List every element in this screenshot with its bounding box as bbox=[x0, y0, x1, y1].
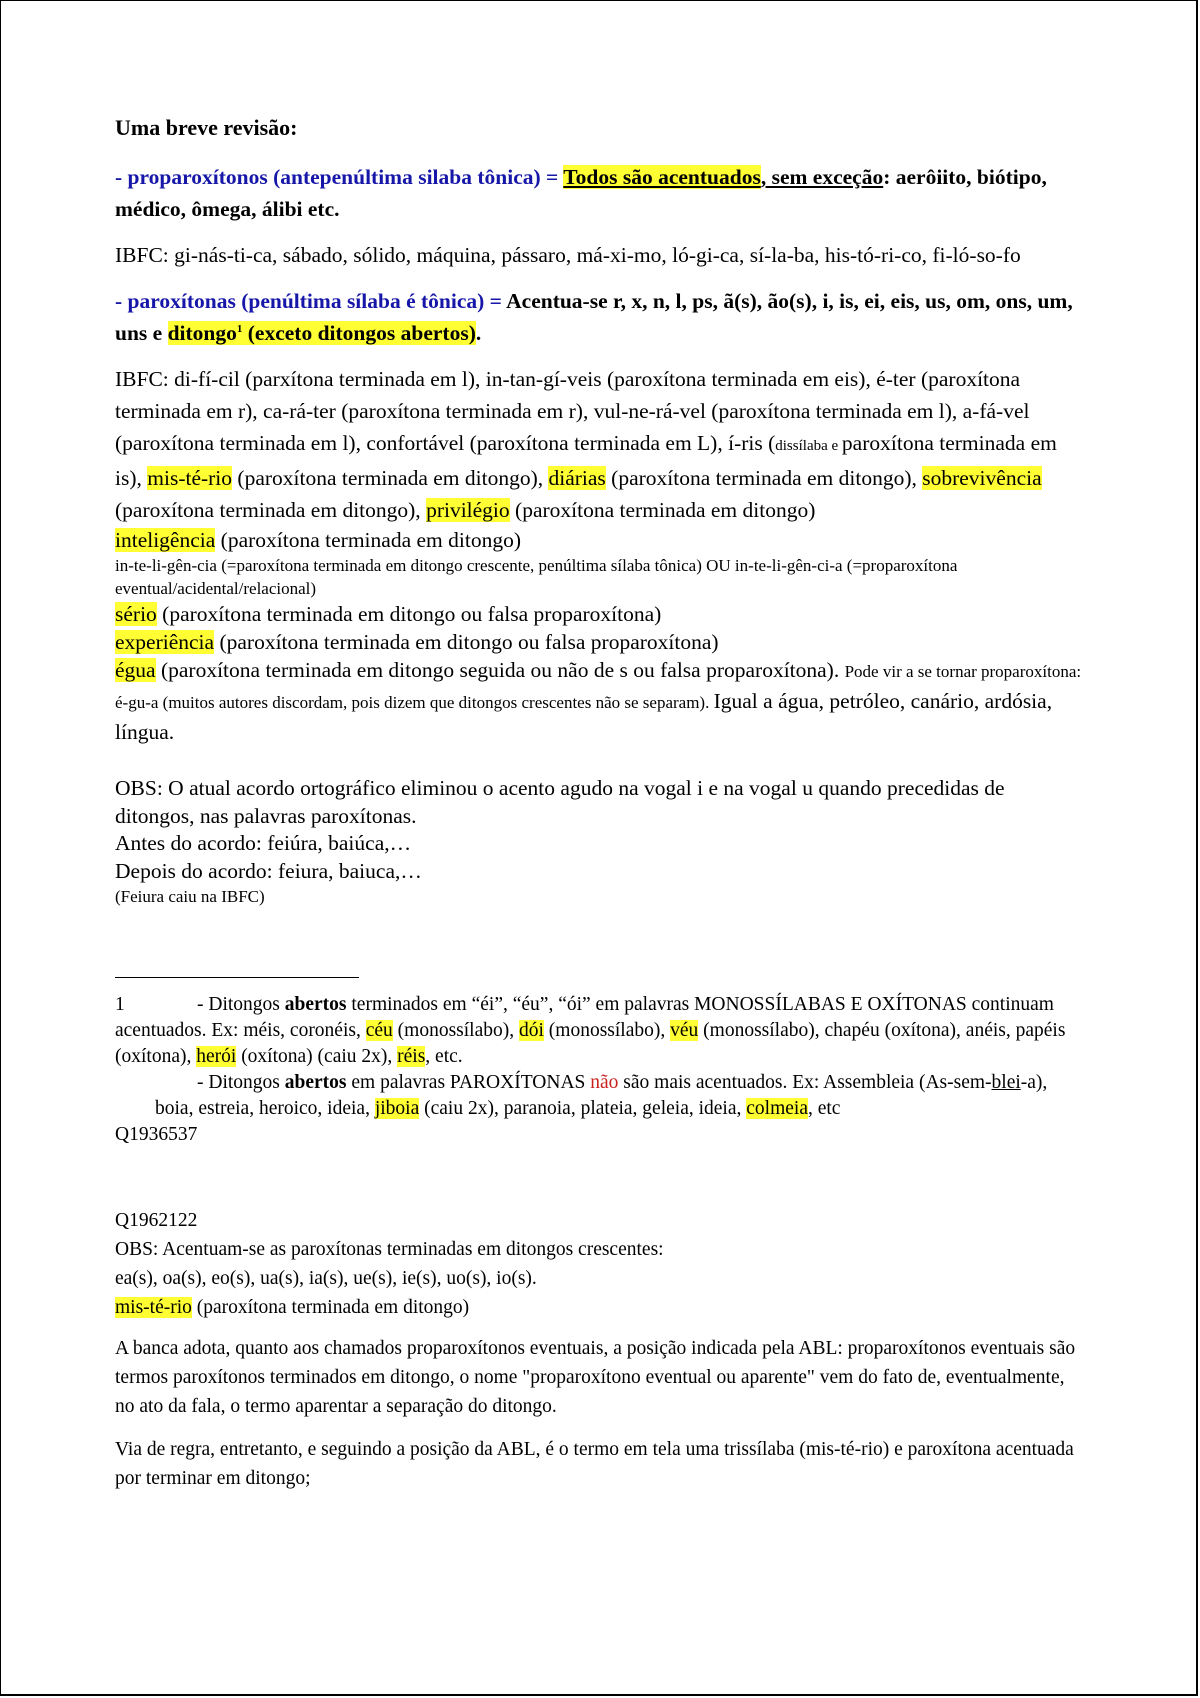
highlight-heroi: herói bbox=[196, 1046, 237, 1067]
text-run: (monossílabo), chapéu (oxítona), anéis, papéis (oxítona), bbox=[115, 1020, 1066, 1067]
text-run: IBFC: di-fí-cil (parxítona terminada em l), in-tan-gí-veis (paroxítona terminada em eis), é-ter (paroxítona terminada em r), ca-rá-ter (paroxítona terminada em r), vul-ne-rá-vel (paroxítona terminada em l), a-fá-vel (paroxítona terminada em l), confortável (paroxítona terminada em L), í-ris ( bbox=[115, 367, 1030, 455]
proparoxitonos-examples: : aerôiito, biótipo, médico, ômega, álibi etc. bbox=[115, 165, 1047, 221]
highlight-veu: véu bbox=[670, 1020, 699, 1041]
text-run: (paroxítona terminada em ditongo), bbox=[605, 466, 923, 490]
highlight-inteligencia: inteligência bbox=[115, 528, 216, 552]
period: . bbox=[475, 321, 482, 345]
q2-obs: OBS: Acentuam-se as paroxítonas terminadas em ditongos crescentes: bbox=[115, 1239, 664, 1260]
text-run-small: dissílaba e bbox=[775, 438, 842, 454]
rule-highlight: Todos são acentuados bbox=[563, 165, 761, 189]
q2-misterio-line bbox=[115, 1293, 1087, 1322]
inteligencia-line bbox=[115, 526, 1087, 554]
text-run: (paroxítona terminada em ditongo), bbox=[232, 466, 549, 490]
text-run: em palavras PAROXÍTONAS bbox=[346, 1072, 591, 1093]
highlight-misterio: mis-té-rio bbox=[115, 1297, 192, 1318]
text-run: terminados em “éi”, “éu”, “ói” em palavras MONOSSÍLABAS E OXÍTONAS continuam acentuados. Ex: méis, coronéis, bbox=[115, 994, 1054, 1041]
text-underlined: blei bbox=[991, 1072, 1021, 1093]
obs-note: (Feiura caiu na IBFC) bbox=[115, 887, 265, 906]
text-run: Igual a água, petróleo, canário, ardósia, língua. bbox=[115, 689, 1053, 744]
page-title: Uma breve revisão: bbox=[115, 115, 298, 140]
footnote-separator bbox=[115, 977, 359, 978]
text-run: (monossílabo), bbox=[392, 1020, 519, 1041]
proparoxitonos-rule bbox=[115, 161, 1087, 225]
question-id-1: Q1936537 bbox=[115, 1124, 198, 1145]
highlight-ceu: céu bbox=[365, 1020, 393, 1041]
q2-list: ea(s), oa(s), eo(s), ua(s), ia(s), ue(s), ie(s), uo(s), io(s). bbox=[115, 1268, 537, 1289]
highlight-doi: dói bbox=[519, 1020, 544, 1041]
text-run: paroxítona terminada em is), bbox=[115, 431, 1057, 490]
highlight-reis: réis bbox=[397, 1046, 426, 1067]
text-run: (paroxítona terminada em ditongo seguida ou não de s ou falsa proparoxítona). bbox=[155, 658, 845, 682]
document-content bbox=[115, 113, 1087, 1493]
highlight-jiboia: jiboia bbox=[374, 1098, 420, 1119]
highlight-misterio: mis-té-rio bbox=[147, 466, 233, 490]
inteligencia-detail: in-te-li-gên-cia (=paroxítona terminada em ditongo crescente, penúltima sílaba tônica) OU in-te-li-gên-ci-a (=proparoxítona eventual/acidental/relacional) bbox=[115, 556, 958, 598]
obs-depois: Depois do acordo: feiura, baiuca,… bbox=[115, 858, 422, 883]
text-run: (oxítona) (caiu 2x), bbox=[236, 1046, 398, 1067]
text-run: (paroxítona terminada em ditongo), bbox=[115, 498, 427, 522]
highlight-sobrevivencia: sobrevivência bbox=[922, 466, 1042, 490]
text-run-small: Pode vir a se tornar proparoxítona: é-gu-a (muitos autores discordam, pois dizem que ditongos crescentes não se separam). bbox=[115, 662, 1082, 712]
ditongo-highlight bbox=[168, 321, 476, 345]
text-run: - Ditongos bbox=[197, 1072, 285, 1093]
banca-paragraph: A banca adota, quanto aos chamados proparoxítonos eventuais, a posição indicada pela ABL: proparoxítonos eventuais são termos paroxítonos terminados em ditongo, o nome "proparoxítono eventual ou aparente" vem do fato de, eventualmente, no ato da fala, o termo aparentar a separação do ditongo. bbox=[115, 1338, 1076, 1417]
text-bold: abertos bbox=[284, 1072, 347, 1093]
via-paragraph: Via de regra, entretanto, e seguindo a posição da ABL, é o termo em tela uma trissílaba (mis-té-rio) e paroxítona acentuada por terminar em ditongo; bbox=[115, 1439, 1074, 1489]
highlight-experiencia: experiência bbox=[115, 630, 215, 654]
obs-acordo bbox=[115, 775, 1087, 909]
highlight-diarias: diárias bbox=[548, 466, 606, 490]
rule-rest: , sem exceção bbox=[760, 165, 884, 189]
question-id-2: Q1962122 bbox=[115, 1210, 198, 1231]
ibfc-proparoxitonos-examples: IBFC: gi-nás-ti-ca, sábado, sólido, máquina, pássaro, má-xi-mo, ló-gi-ca, sí-la-ba, his-tó-ri-co, fi-ló-so-fo bbox=[115, 243, 1021, 267]
text-red: não bbox=[590, 1072, 619, 1093]
text-run: , etc bbox=[807, 1098, 841, 1119]
ibfc-paroxitonas-examples bbox=[115, 363, 1087, 526]
obs-text: OBS: O atual acordo ortográfico eliminou o acento agudo na vogal i e na vogal u quando precedidas de ditongos, nas palavras paroxítonas. bbox=[115, 776, 1005, 828]
proparoxitonos-label: - proparoxítonos (antepenúltima silaba tônica) = bbox=[115, 165, 564, 189]
footnote-number: 1 bbox=[115, 994, 125, 1015]
highlight-privilegio: privilégio bbox=[426, 498, 510, 522]
text-run: (paroxítona terminada em ditongo) bbox=[191, 1297, 470, 1318]
text-run: (paroxítona terminada em ditongo ou falsa proparoxítona) bbox=[156, 602, 662, 626]
highlight-colmeia: colmeia bbox=[746, 1098, 808, 1119]
experiencia-line bbox=[115, 628, 1087, 656]
obs-antes: Antes do acordo: feiúra, baiúca,… bbox=[115, 831, 412, 855]
paroxitonas-rule bbox=[115, 285, 1087, 349]
serio-line bbox=[115, 600, 1087, 628]
question-block-2 bbox=[115, 1206, 1087, 1322]
text-run: são mais acentuados. Ex: Assembleia (As-sem- bbox=[618, 1072, 992, 1093]
footnote-paragraph-1 bbox=[115, 992, 1087, 1070]
text-run: (monossílabo), bbox=[543, 1020, 671, 1041]
text-run: (caiu 2x), paranoia, plateia, geleia, ideia, bbox=[419, 1098, 747, 1119]
footnote-ref[interactable]: 1 bbox=[236, 322, 243, 335]
paroxitonas-rule-text: Acentua-se r, x, n, l, ps, ã(s), ão(s), i, is, ei, eis, us, om, ons, um, uns e bbox=[115, 289, 1073, 345]
text-run: - Ditongos bbox=[197, 994, 285, 1015]
text-bold: abertos bbox=[284, 994, 347, 1015]
highlight-egua: égua bbox=[115, 658, 156, 682]
paroxitonas-label: - paroxítonas (penúltima sílaba é tônica) = bbox=[115, 289, 507, 313]
text-run: (paroxítona terminada em ditongo) bbox=[215, 528, 521, 552]
text-run: -a), boia, estreia, heroico, ideia, bbox=[155, 1072, 1048, 1119]
footnote-paragraph-2 bbox=[115, 1070, 1087, 1122]
exception-text: (exceto ditongos abertos) bbox=[242, 321, 476, 345]
egua-line bbox=[115, 656, 1087, 747]
text-run: (paroxítona terminada em ditongo ou falsa proparoxítona) bbox=[214, 630, 719, 654]
text-run: , etc. bbox=[425, 1046, 463, 1067]
text-run: (paroxítona terminada em ditongo) bbox=[509, 498, 816, 522]
ditongo-word: ditongo bbox=[167, 321, 237, 345]
footnote bbox=[115, 992, 1087, 1148]
highlight-serio: sério bbox=[115, 602, 157, 626]
